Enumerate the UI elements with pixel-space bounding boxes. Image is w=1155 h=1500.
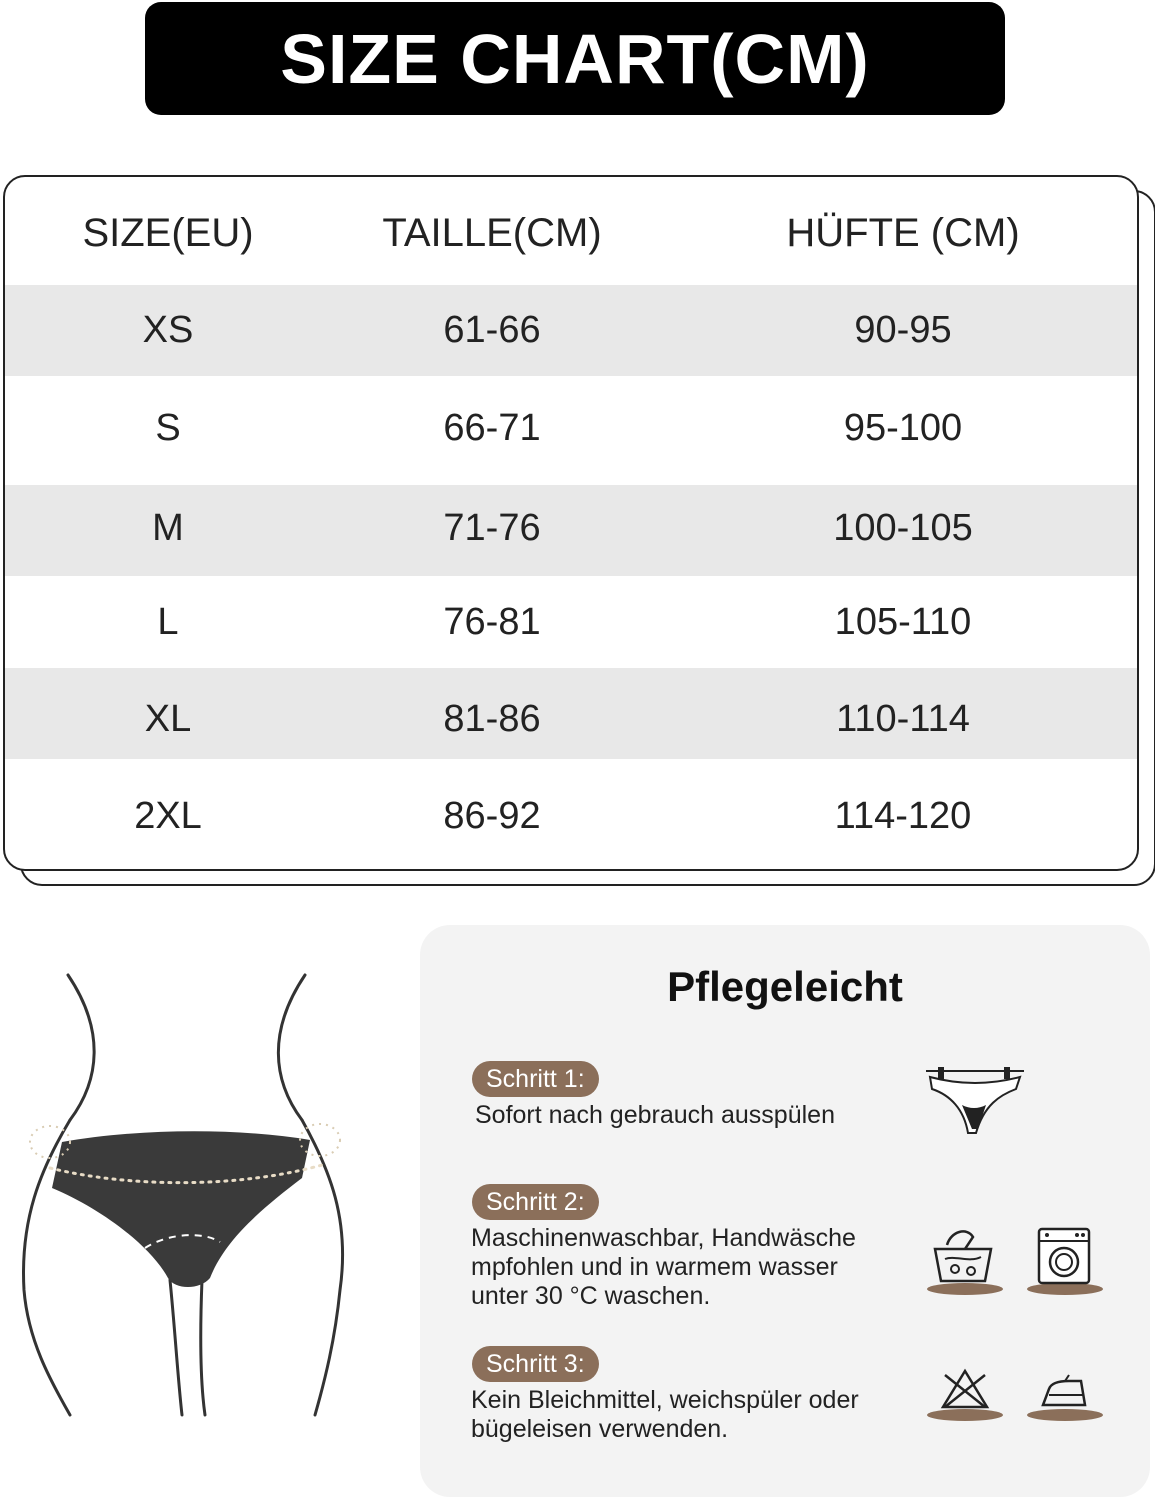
step-3-line-1: Kein Bleichmittel, weichspüler oder [471, 1386, 859, 1414]
cell-size: XS [142, 309, 194, 351]
page-title: SIZE CHART(CM) [280, 19, 870, 98]
header-hip: HÜFTE (CM) [786, 211, 1020, 255]
washing-machine-icon [1025, 1225, 1105, 1297]
step-1-line-1: Sofort nach gebrauch ausspülen [475, 1101, 835, 1129]
cell-size: 2XL [134, 795, 202, 837]
garment-shape [52, 1131, 310, 1287]
cell-waist: 61-66 [443, 309, 541, 351]
step-2-line-2: mpfohlen und in warmem wasser [471, 1253, 838, 1281]
cell-size: M [152, 507, 184, 549]
body-silhouette-illustration [10, 960, 350, 1430]
cell-hip: 114-120 [834, 795, 972, 837]
header-size: SIZE(EU) [82, 211, 254, 255]
cell-hip: 90-95 [854, 309, 952, 351]
cell-waist: 66-71 [443, 407, 541, 449]
table-row [5, 485, 1137, 576]
care-title: Pflegeleicht [667, 963, 903, 1010]
cell-hip: 110-114 [836, 698, 970, 740]
cell-waist: 86-92 [443, 795, 541, 837]
table-header-row [5, 177, 1137, 285]
table-row [5, 668, 1137, 759]
header-waist: TAILLE(CM) [382, 211, 602, 255]
cell-size: XL [144, 698, 192, 740]
drying-line-icon [920, 1065, 1030, 1140]
step-2-text [471, 1224, 856, 1311]
cell-hip: 105-110 [834, 601, 972, 643]
step-2-line-3: unter 30 °C waschen. [471, 1282, 711, 1310]
step-1-text [475, 1101, 835, 1130]
step-1-label: Schritt 1: [472, 1061, 599, 1097]
cell-size: S [155, 407, 181, 449]
title-banner [145, 2, 1005, 115]
iron-icon [1025, 1365, 1105, 1423]
step-3-label: Schritt 3: [472, 1346, 599, 1382]
table-row [5, 376, 1137, 485]
table-row [5, 576, 1137, 668]
care-panel [420, 925, 1150, 1497]
size-table [3, 175, 1139, 871]
step-2-label: Schritt 2: [472, 1184, 599, 1220]
cell-hip: 100-105 [833, 507, 973, 549]
right-waist-line [278, 975, 305, 1120]
cell-waist: 71-76 [443, 507, 541, 549]
left-waist-line [68, 975, 94, 1120]
cell-waist: 76-81 [443, 601, 541, 643]
no-bleach-icon [925, 1365, 1005, 1423]
table-row [5, 759, 1137, 867]
step-2-line-1: Maschinenwaschbar, Handwäsche [471, 1224, 856, 1252]
step-3-line-2: bügeleisen verwenden. [471, 1415, 729, 1443]
cell-waist: 81-86 [443, 698, 541, 740]
cell-hip: 95-100 [843, 407, 963, 449]
step-3-text [471, 1386, 859, 1444]
table-row [5, 285, 1137, 376]
hand-wash-icon [925, 1225, 1005, 1297]
cell-size: L [157, 601, 179, 643]
